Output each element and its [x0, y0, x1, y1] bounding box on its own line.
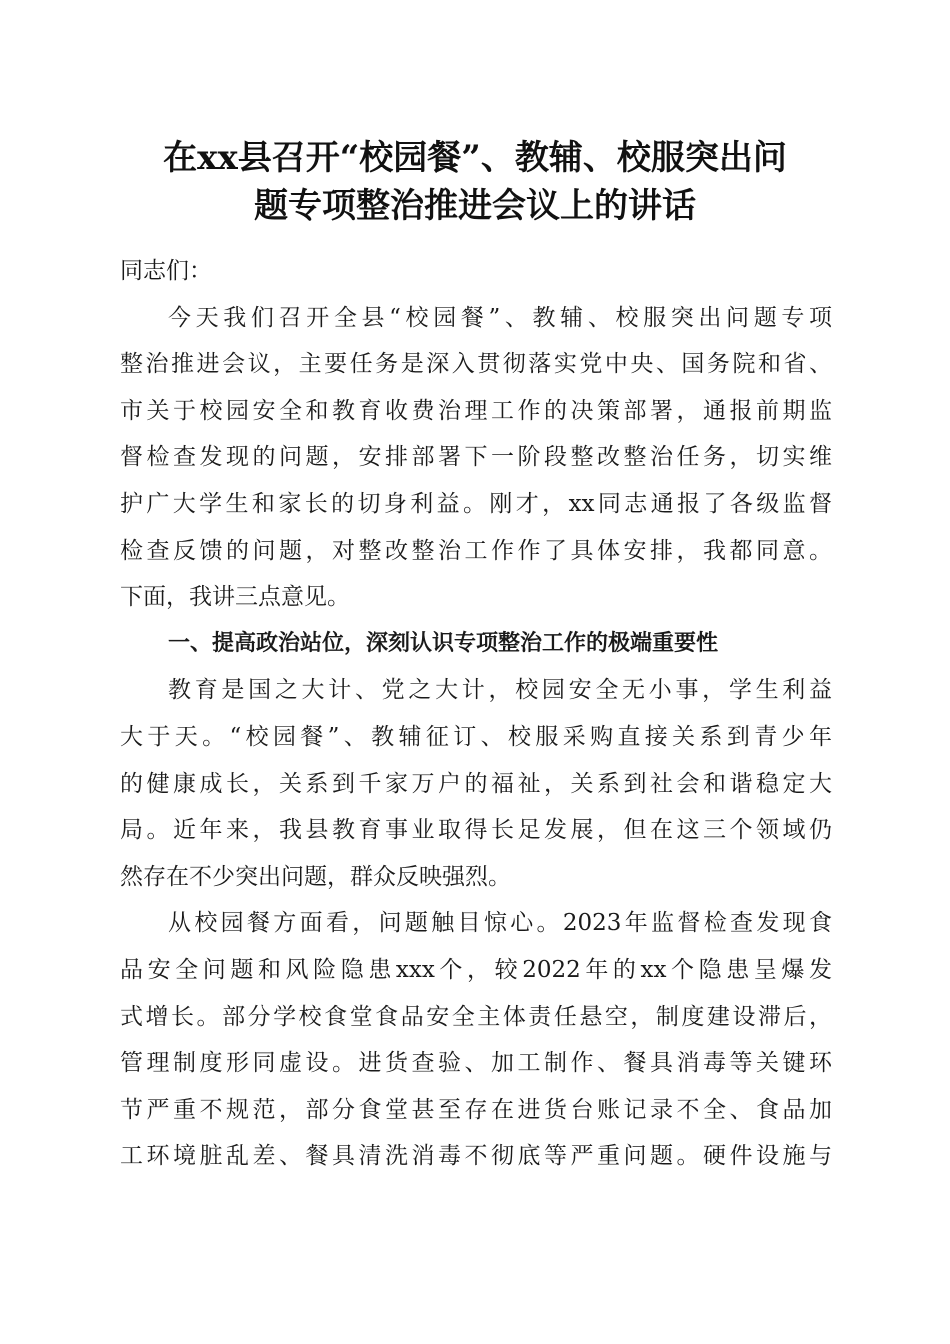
paragraph-line: 大于天。“校园餐”、教辅征订、校服采购直接关系到青少年 — [120, 723, 832, 750]
paragraph-line: 的健康成长，关系到千家万户的福祉，关系到社会和谐稳定大 — [120, 770, 832, 797]
document-body — [120, 248, 832, 1180]
paragraph-school-meals — [120, 900, 832, 1180]
section-heading-1: 一、提高政治站位，深刻认识专项整治工作的极端重要性 — [168, 630, 719, 656]
title-line: 题专项整治推进会议上的讲话 — [254, 186, 696, 226]
paragraph-line: 管理制度形同虚设。进货查验、加工制作、餐具消毒等关键环 — [120, 1050, 832, 1077]
title-line: 在xx县召开“校园餐”、教辅、校服突出问 — [163, 138, 787, 178]
paragraph-line: 检查反馈的问题，对整改整治工作作了具体安排，我都同意。 — [120, 537, 832, 564]
paragraph-line: 教育是国之大计、党之大计，校园安全无小事，学生利益 — [168, 677, 832, 704]
paragraph-line: 督检查发现的问题，安排部署下一阶段整改整治任务，切实维 — [120, 444, 832, 471]
salutation: 同志们： — [120, 258, 212, 284]
paragraph-intro — [120, 295, 832, 621]
document-title — [120, 134, 830, 230]
paragraph-line: 护广大学生和家长的切身利益。刚才，xx同志通报了各级监督 — [120, 490, 832, 517]
paragraph-line: 整治推进会议，主要任务是深入贯彻落实党中央、国务院和省、 — [120, 351, 832, 378]
paragraph-line: 下面，我讲三点意见。 — [120, 584, 350, 611]
paragraph-line: 节严重不规范，部分食堂甚至存在进货台账记录不全、食品加 — [120, 1096, 832, 1123]
paragraph-line: 然存在不少突出问题，群众反映强烈。 — [120, 863, 511, 890]
paragraph-line: 局。近年来，我县教育事业取得长足发展，但在这三个领域仍 — [120, 817, 832, 844]
paragraph-line: 从校园餐方面看，问题触目惊心。2023年监督检查发现食 — [168, 910, 832, 937]
paragraph-line: 市关于校园安全和教育收费治理工作的决策部署，通报前期监 — [120, 397, 832, 424]
paragraph-education — [120, 667, 832, 900]
paragraph-line: 今天我们召开全县“校园餐”、教辅、校服突出问题专项 — [168, 304, 832, 331]
paragraph-line: 品安全问题和风险隐患xxx个，较2022年的xx个隐患呈爆发 — [120, 956, 832, 983]
paragraph-line: 工环境脏乱差、餐具清洗消毒不彻底等严重问题。硬件设施与 — [120, 1143, 832, 1170]
paragraph-line: 式增长。部分学校食堂食品安全主体责任悬空，制度建设滞后， — [120, 1003, 832, 1030]
